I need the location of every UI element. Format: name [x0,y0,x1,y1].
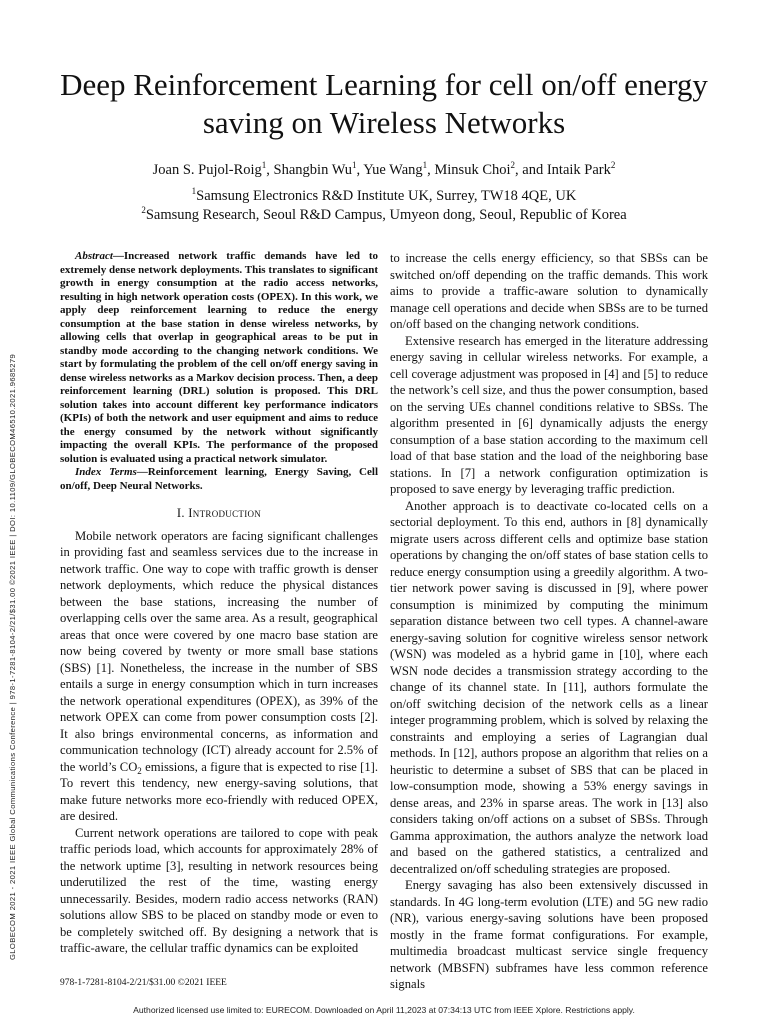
author-list: Joan S. Pujol-Roig$^1$, Shangbin Wu$^1$, Yue Wang$^1$, Minsuk Choi$^2$, and Intaik Park$^2$ [152,160,616,178]
paragraph-text: emissions, a figure that is expected to rise [1]. To revert this tendency, new energy-saving solutions, that make future networks more eco-friendly with reduced OPEX, are desired. [60,759,378,823]
index-terms [60,466,378,493]
abstract-text: —Increased network traffic demands have led to extremely dense network deployments. This translates to significant growth in energy consumption at the radio access networks, resulting in high network operation costs (OPEX). In this work, we apply deep reinforcement learning to reduce the energy consumption at the base station in dense wireless networks, by allowing cells that overlap in geographical areas to be put in standby mode according to the changing network conditions. We start by formulating the problem of the cell on/off energy saving in dense wireless networks as a Markov decision process. Then, a deep reinforcement learning (DRL) solution is proposed. This DRL solution takes into account different key performance indicators (KPIs) of both the network and user equipment and aims to reduce the energy consumed by the network without significantly impacting the overall KPIs. The performance of the proposed solution is evaluated using a practical network simulator. [60,250,378,465]
author-name: Joan S. Pujol-Roig [152,162,262,178]
author-name: Minsuk Choi [434,162,511,178]
section-title: Introduction [188,506,262,520]
body-paragraph: Extensive research has emerged in the literature addressing energy saving in cellular wireless networks. For example, a cell coverage adjustment was proposed in [4] and [5] to reduce the network’s cell size, and thus the power consumption, based on the serving UEs channel conditions relative to SBSs. The algorithm presented in [6] dynamically adjusts the energy consumption of a base station according to the maximum cell load of that base station and the load of the neighboring base stations. In [7] a network configuration optimization is proposed to save energy by leveraging traffic prediction. [390,333,708,496]
left-column [60,250,378,957]
body-paragraph: Energy savaging has also been extensively discussed in standards. In 4G long-term evolution (LTE) and 5G new radio (NR), various energy-saving solutions have been proposed mostly in the frame format configurations. For example, multimedia broadcast multicast service single frequency network (MBSFN) subframes have less common reference signals [390,878,708,991]
author-affiliation-mark: 1 [261,160,267,170]
body-paragraph: Another approach is to deactivate co-located cells on a sectorial deployment. To this end, authors in [8] dynamically migrate users across different cells and optimize base station operations by changing the on/off states of base station cells to reduce energy consumption using a greedily algorithm. A two-tier network power saving is discussed in [9], where power consumption is minimized by computing the minimum separation distance between two cell types. A channel-aware energy-saving solution for cognitive wireless sensor network (WSN) was modeled as a hybrid game in [10], where each WSN node decides a transmission strategy according to the change of its channel state. In [11], authors formulate the on/off switching decision of the network cells as a linear integer programming problem, which is solved by relaxing the constraints and employing a series of Lagrangian dual methods. In [12], authors propose an algorithm that relies on a heuristic to determine a subset of SBS that can be placed in low-consumption mode, showing a 53% energy savings in dense areas, and 23% in sparse areas. The work in [13] also considers taking on/off actions on a subset of SBSs. Through Gamma approximation, the authors analyze the network load and based on the gathered statistics, a centralized and decentralized on/off scheduling strategies are proposed. [390,498,708,876]
paper-title: Deep Reinforcement Learning for cell on/off energy saving on Wireless Networks [60,67,708,140]
abstract [60,250,378,466]
conference-side-identifier: GLOBECOM 2021 - 2021 IEEE Global Communications Conference | 978-1-7281-8104-2/21/$31.00 ©2021 IEEE | DOI: 10.1109/GLOBECOM46510.2021.9685279 [8,353,17,960]
affiliation-mark: 1 [191,186,197,196]
author-name: Shangbin Wu [273,162,353,178]
affiliations [40,187,728,225]
affiliation-text: Samsung Electronics R&D Institute UK, Surrey, TW18 4QE, UK [196,188,577,204]
affiliation-mark: 2 [141,205,146,215]
affiliation-line [40,206,728,225]
license-notice: Authorized licensed use limited to: EURECOM. Downloaded on April 11,2023 at 07:34:13 UTC from IEEE Xplore. Restrictions apply. [133,1005,635,1015]
author-name: Yue Wang [363,162,423,178]
author-affiliation-mark: 2 [510,160,516,170]
copyright-footer: 978-1-7281-8104-2/21/$31.00 ©2021 IEEE [60,978,227,988]
affiliation-text: Samsung Research, Seoul R&D Campus, Umyeon dong, Seoul, Republic of Korea [145,207,627,223]
index-terms-label: Index Terms [75,466,137,478]
affiliation-line [40,187,728,206]
author-name: Intaik Park [546,162,611,178]
section-number: I. [176,506,185,520]
section-heading [60,505,378,522]
body-paragraph: Current network operations are tailored to cope with peak traffic periods load, which accounts for approximately 28% of the network uptime [3], resulting in network resources being underutilized the rest of the time, wasting energy unnecessarily. Besides, modern radio access networks (RAN) solutions allow SBS to be placed on standby mode or even to be completely switched off. By designing a network that is traffic-aware, the cellular traffic dynamics can be exploited [60,825,378,955]
author-affiliation-mark: 1 [422,160,428,170]
body-paragraph [60,528,378,825]
right-column [390,250,708,993]
author-affiliation-mark: 1 [352,160,357,170]
index-terms-text: —Reinforcement learning, Energy Saving, Cell on/off, Deep Neural Networks. [60,466,378,492]
body-paragraph: to increase the cells energy efficiency, so that SBSs can be switched on/off depending on the traffic demands. This work aims to provide a traffic-aware solution to dynamically manage cell operations and decide when SBSs are to be turned on/off based on the changing network conditions. [390,251,708,331]
subscript: 2 [137,765,142,776]
author-affiliation-mark: 2 [610,160,616,170]
paragraph-text: Mobile network operators are facing significant challenges in providing fast and seamless services due to the increase in network traffic. One way to cope with traffic growth is denser network deployments, which reduce the physical distances between the base stations, increasing the number of overlapping cells over the same area. As a result, geographical areas that once were covered by one macro base station are now being covered by twenty or more small base stations (SBS) [1]. Nonetheless, the increase in the number of SBS entails a surge in energy consumption which in turn increases the network operational expenditures (OPEX), as 39% of the network OPEX can come from power consumption costs [2]. It also brings environmental concerns, as information and communication technology (ICT) already account for 2.5% of the world’s CO [60,528,378,774]
abstract-label: Abstract [75,250,113,262]
